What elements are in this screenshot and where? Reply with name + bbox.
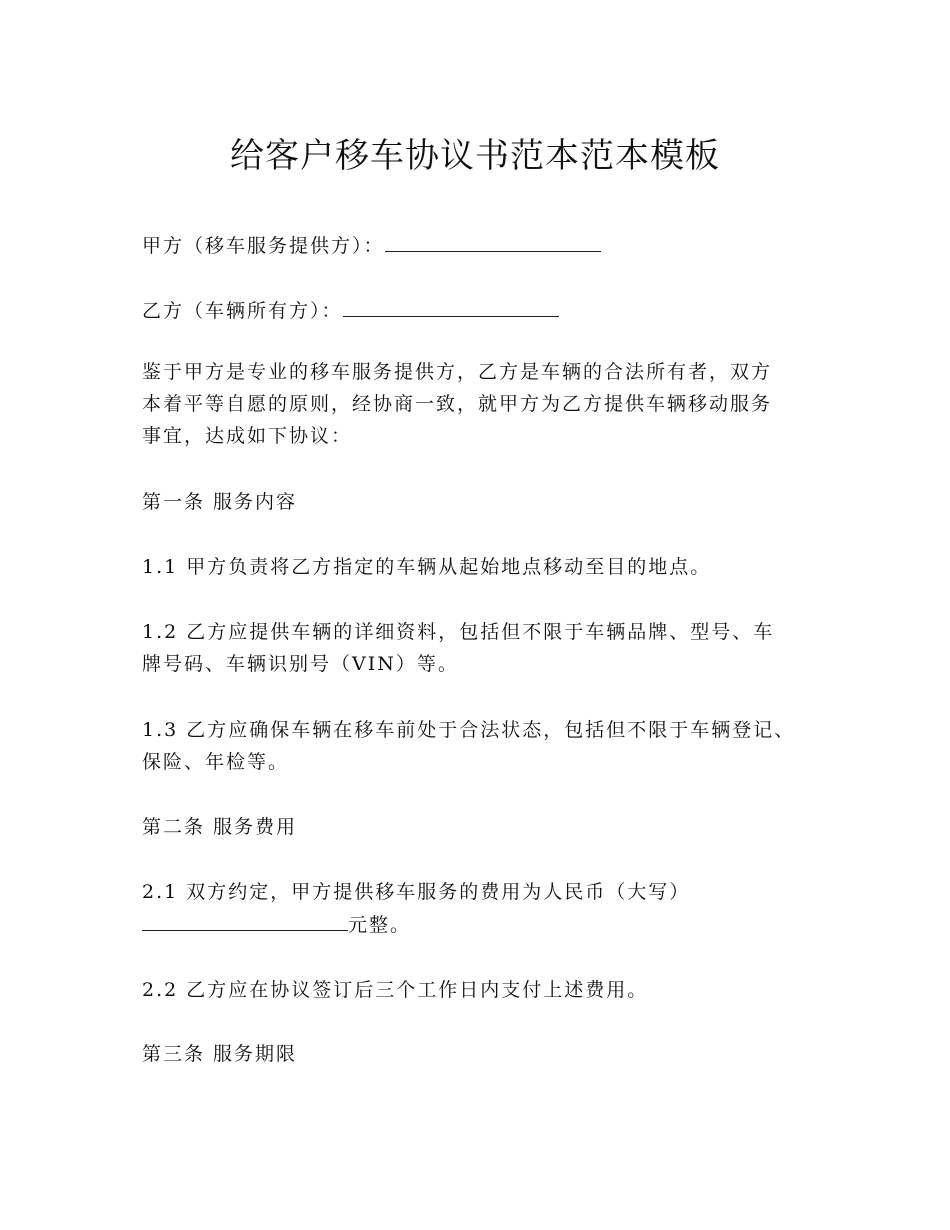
party-b-line — [142, 294, 842, 327]
clause-2-2: 2.2 乙方应在协议签订后三个工作日内支付上述费用。 — [142, 979, 649, 1001]
article-1-heading: 第一条 服务内容 — [142, 491, 298, 513]
preamble-line-3: 事宜，达成如下协议： — [142, 425, 353, 447]
party-a-label: 甲方（移车服务提供方）： — [142, 235, 385, 257]
preamble-line-2: 本着平等自愿的原则，经协商一致，就甲方为乙方提供车辆移动服务 — [142, 393, 773, 415]
fee-amount-blank — [142, 908, 348, 931]
clause-1-3-line-1: 1.3 乙方应确保车辆在移车前处于合法状态，包括但不限于车辆登记、 — [142, 719, 796, 741]
clause-1-3-line-2: 保险、年检等。 — [142, 751, 290, 773]
fee-suffix: 元整。 — [348, 914, 412, 936]
document-title: 给客户移车协议书范本范本模板 — [230, 136, 720, 176]
clause-2-1-line-1: 2.1 双方约定，甲方提供移车服务的费用为人民币（大写） — [142, 881, 691, 903]
clause-2-1-line-2 — [142, 908, 842, 941]
preamble-line-1: 鉴于甲方是专业的移车服务提供方，乙方是车辆的合法所有者，双方 — [142, 361, 773, 383]
clause-1-2-line-2: 牌号码、车辆识别号（VIN）等。 — [142, 653, 459, 675]
party-b-blank — [343, 294, 559, 317]
clause-1-1: 1.1 甲方负责将乙方指定的车辆从起始地点移动至目的地点。 — [142, 556, 712, 578]
article-3-heading: 第三条 服务期限 — [142, 1043, 298, 1065]
party-b-label: 乙方（车辆所有方）： — [142, 300, 343, 322]
article-2-heading: 第二条 服务费用 — [142, 816, 298, 838]
party-a-line — [142, 229, 842, 262]
clause-1-2-line-1: 1.2 乙方应提供车辆的详细资料，包括但不限于车辆品牌、型号、车 — [142, 621, 775, 643]
party-a-blank — [385, 229, 601, 252]
